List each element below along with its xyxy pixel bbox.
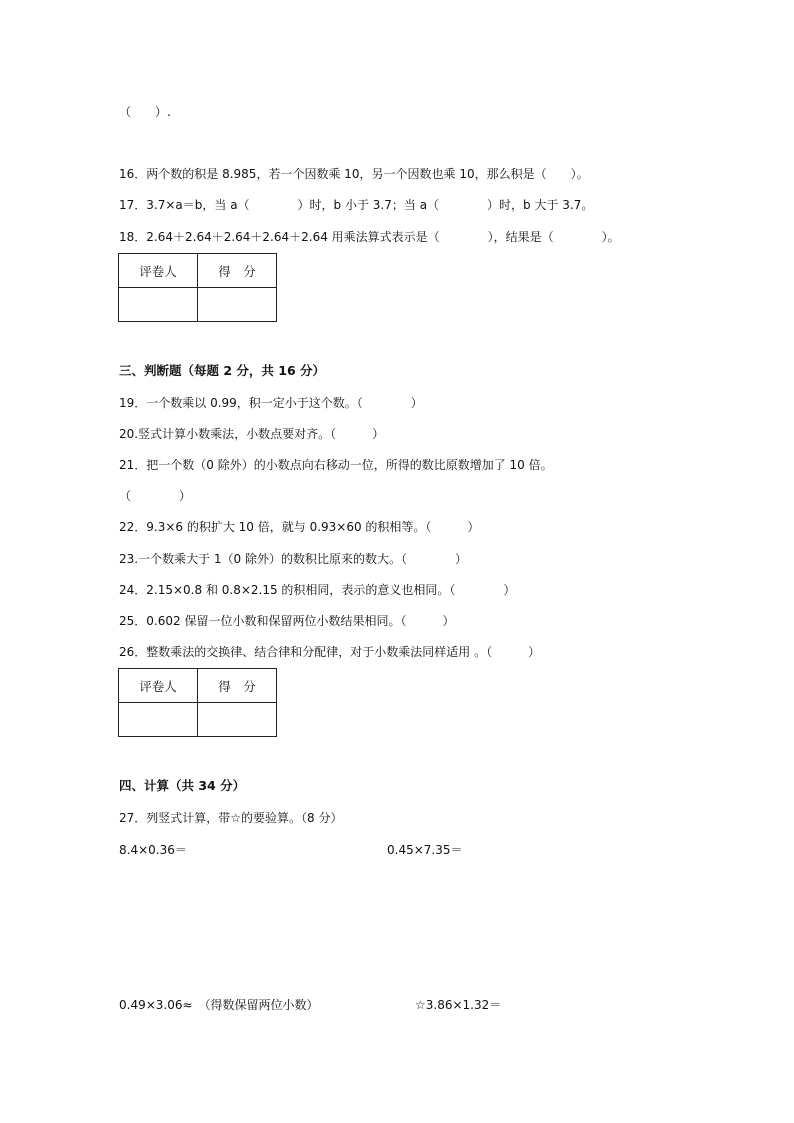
reviewer-header: 评卷人 [119, 254, 198, 288]
question-27: 27．列竖式计算，带☆的要验算。（8 分） [119, 811, 343, 825]
score-table-2 [118, 668, 277, 737]
question-25: 25．0.602 保留一位小数和保留两位小数结果相同。（ ） [119, 614, 455, 628]
question-19: 19．一个数乘以 0.99，积一定小于这个数。（ ） [119, 396, 423, 410]
question-20: 20.竖式计算小数乘法，小数点要对齐。（ ） [119, 427, 385, 441]
section-3-heading: 三、判断题（每题 2 分，共 16 分） [119, 363, 326, 378]
score-cell[interactable] [198, 288, 277, 322]
reviewer-header: 评卷人 [119, 669, 198, 703]
score-cell[interactable] [198, 703, 277, 737]
score-header: 得 分 [198, 254, 277, 288]
question-21: 21．把一个数（0 除外）的小数点向右移动一位，所得的数比原数增加了 10 倍。 [119, 458, 553, 472]
score-table-1 [118, 253, 277, 322]
question-22: 22．9.3×6 的积扩大 10 倍，就与 0.93×60 的积相等。（ ） [119, 520, 480, 534]
question-17: 17．3.7×a＝b，当 a（ ）时，b 小于 3.7；当 a（ ）时，b 大于 3.7。 [119, 198, 594, 212]
question-16: 16．两个数的积是 8.985，若一个因数乘 10，另一个因数也乘 10，那么积是（ ）。 [119, 167, 589, 181]
question-18: 18．2.64＋2.64＋2.64＋2.64＋2.64 用乘法算式表示是（ ），结果是（ ）。 [119, 230, 620, 244]
score-header: 得 分 [198, 669, 277, 703]
section-4-heading: 四、计算（共 34 分） [119, 778, 246, 793]
reviewer-cell[interactable] [119, 703, 198, 737]
answer-blank-continuation: （ ）. [119, 105, 171, 119]
calc-item-2: 0.45×7.35＝ [387, 843, 463, 857]
calc-item-4: ☆3.86×1.32＝ [415, 998, 502, 1012]
question-23: 23.一个数乘大于 1（0 除外）的数积比原来的数大。（ ） [119, 552, 467, 566]
question-26: 26．整数乘法的交换律、结合律和分配律，对于小数乘法同样适用 。（ ） [119, 645, 541, 659]
question-24: 24．2.15×0.8 和 0.8×2.15 的积相同，表示的意义也相同。（ ） [119, 583, 516, 597]
calc-item-1: 8.4×0.36＝ [119, 843, 187, 857]
question-21-blank: （ ） [119, 489, 192, 503]
calc-item-3: 0.49×3.06≈ （得数保留两位小数） [119, 998, 319, 1012]
reviewer-cell[interactable] [119, 288, 198, 322]
